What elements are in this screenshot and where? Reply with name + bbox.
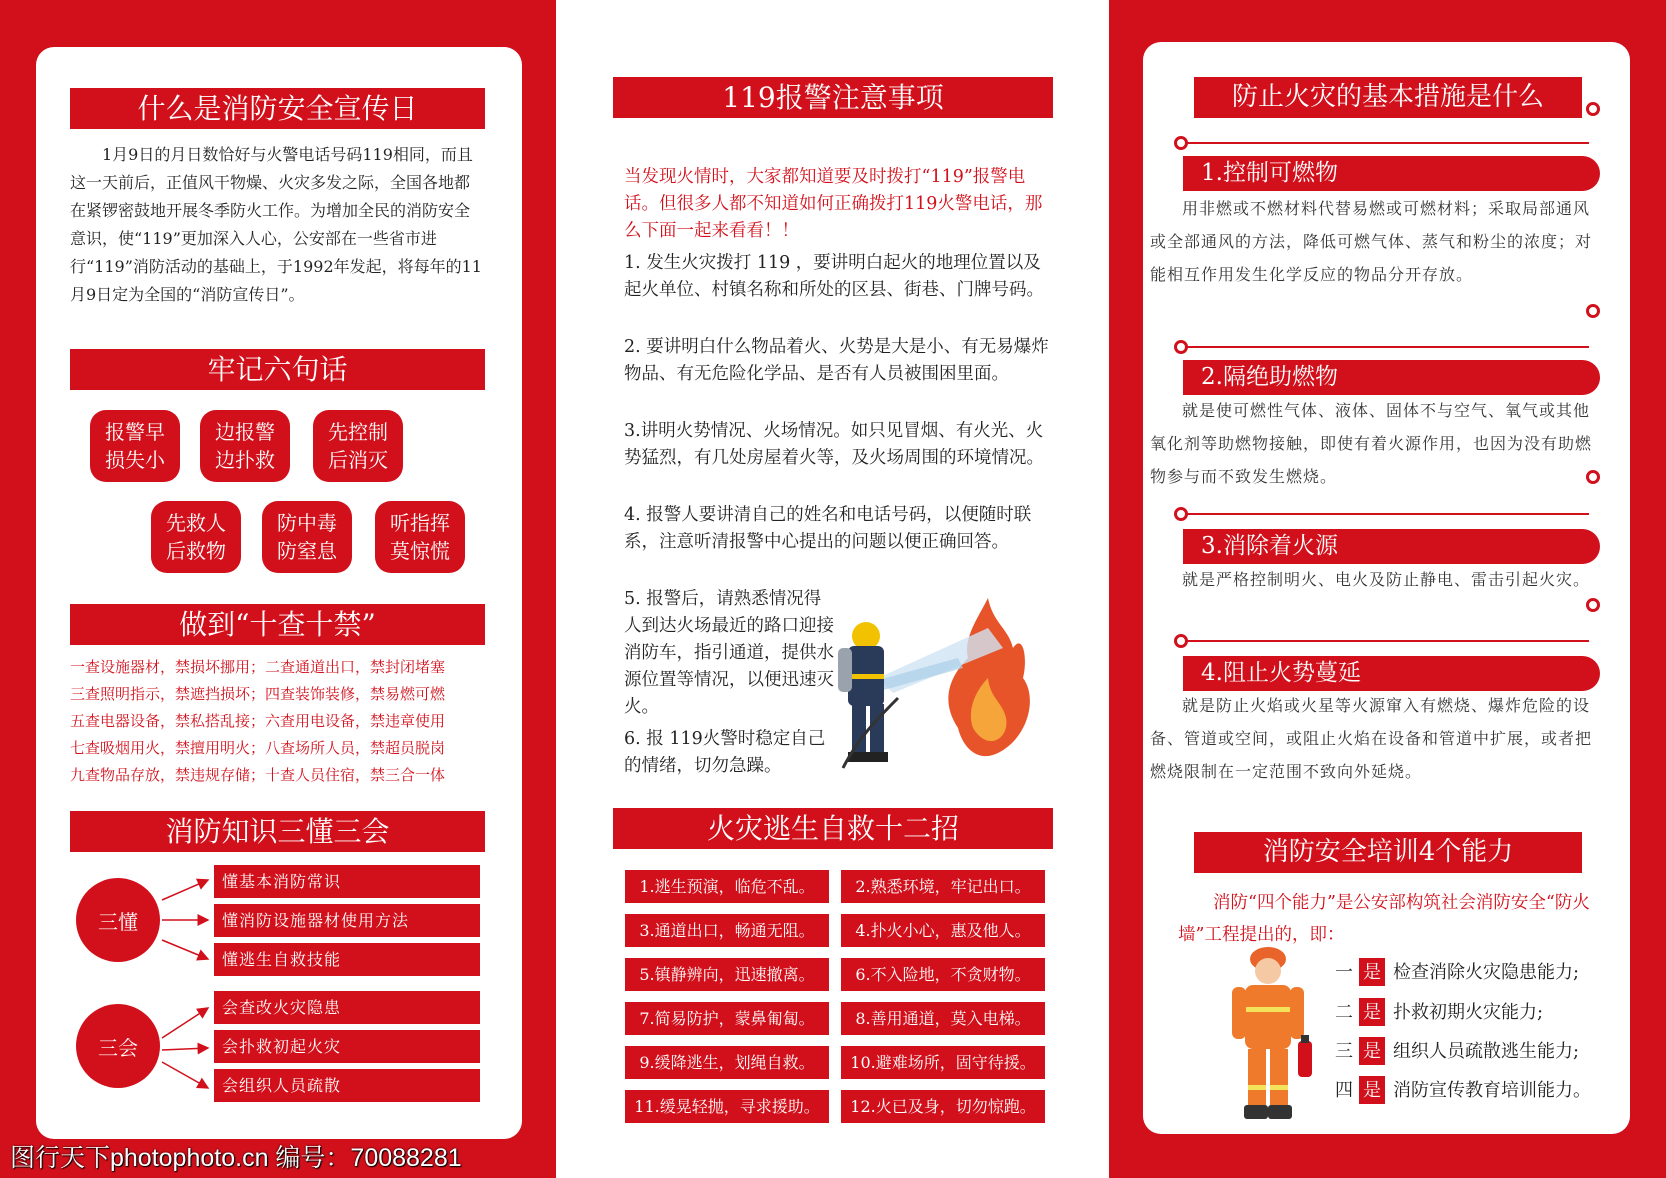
section-title-six-sentences: 牢记六句话 <box>70 349 485 390</box>
escape-tip: 7.简易防护，蒙鼻匍匐。 <box>625 1002 829 1035</box>
firefighter-illustration <box>1218 945 1318 1130</box>
escape-tip: 6.不入险地，不贪财物。 <box>841 958 1045 991</box>
measure-text: 就是防止火焰或火星等火源窜入有燃烧、爆炸危险的设备、管道或空间，或阻止火焰在设备和管道中扩展，或者把燃烧限制在一定范围不致向外延烧。 <box>1150 696 1593 781</box>
watermark: 图行天下photophoto.cn 编号：70088281 <box>10 1144 462 1172</box>
alarm-point: 6. 报 119火警时稳定自己的情绪，切勿急躁。 <box>624 729 826 776</box>
check-rule-line: 七查吸烟用火，禁擅用明火；八查场所人员，禁超员脱岗 <box>70 739 446 757</box>
measure-heading: 4.阻止火势蔓延 <box>1183 656 1600 691</box>
section-title-ten-checks: 做到“十查十禁” <box>70 604 485 645</box>
measure-text: 就是严格控制明火、电火及防止静电、雷击引起火灾。 <box>1182 570 1591 589</box>
alarm-intro: 当发现火情时，大家都知道要及时拨打“119”报警电话。但很多人都不知道如何正确拨打119火警电话，那么下面一起来看看！！ <box>624 167 1043 241</box>
slogan-pill: 听指挥 莫惊慌 <box>375 501 465 573</box>
measure-heading: 1.控制可燃物 <box>1183 156 1600 191</box>
measure-text: 就是使可燃性气体、液体、固体不与空气、氧气或其他氧化剂等助燃物接触，即使有着火源作用，也因为没有助燃物参与而不致发生燃烧。 <box>1150 401 1593 486</box>
ability-row: 二 是 扑救初期火灾能力; <box>1335 998 1543 1028</box>
can-item: 会查改火灾隐患 <box>214 991 480 1024</box>
slogan-pill: 先救人 后救物 <box>151 501 241 573</box>
decor-dot <box>1174 136 1188 150</box>
decor-dot <box>1174 634 1188 648</box>
propaganda-day-text: 1月9日的月日数恰好与火警电话号码119相同，而且这一天前后，正值风干物燥、火灾多发之际，全国各地都在紧锣密鼓地开展冬季防火工作。为增加全民的消防安全意识，使“119”更加深入人心，公安部在一些省市进行“119”消防活动的基础上，于1992年发起，将每年的11月9日定为全国的“消防宣传日”。 <box>70 145 482 304</box>
section-title-measures: 防止火灾的基本措施是什么 <box>1194 77 1582 118</box>
check-rule-line: 一查设施器材，禁损坏挪用；二查通道出口，禁封闭堵塞 <box>70 658 446 676</box>
section-title-escape: 火灾逃生自救十二招 <box>613 808 1053 849</box>
check-rule-line: 五查电器设备，禁私搭乱接；六查用电设备，禁违章使用 <box>70 712 446 730</box>
divider-line <box>1185 142 1589 144</box>
measure-text: 用非燃或不燃材料代替易燃或可燃材料；采取局部通风或全部通风的方法，降低可燃气体、蒸气和粉尘的浓度；对能相互作用发生化学反应的物品分开存放。 <box>1150 199 1593 284</box>
decor-dot <box>1586 102 1600 116</box>
alarm-point: 2. 要讲明白什么物品着火、火势是大是小、有无易爆炸物品、有无危险化学品、是否有人员被围困里面。 <box>624 337 1049 384</box>
alarm-point: 4. 报警人要讲清自己的姓名和电话号码，以便随时联系，注意听清报警中心提出的问题以便正确回答。 <box>624 505 1032 552</box>
divider-line <box>1185 513 1589 515</box>
section-title-abilities: 消防安全培训4个能力 <box>1194 832 1582 873</box>
escape-tip: 9.缓降逃生，划绳自救。 <box>625 1046 829 1079</box>
understand-item: 懂消防设施器材使用方法 <box>214 904 480 937</box>
three-understand-circle: 三懂 <box>76 878 160 962</box>
slogan-pill: 防中毒 防窒息 <box>262 501 352 573</box>
abilities-intro: 消防“四个能力”是公安部构筑社会消防安全“防火墙”工程提出的，即： <box>1178 893 1590 945</box>
can-item: 会扑救初起火灾 <box>214 1030 480 1063</box>
escape-tip: 11.缓晃轻抛，寻求援助。 <box>625 1090 829 1123</box>
decor-dot <box>1586 470 1600 484</box>
alarm-point: 5. 报警后，请熟悉情况得人到达火场最近的路口迎接消防车，指引通道，提供水源位置等情况，以便迅速灭火。 <box>624 589 834 717</box>
decor-dot <box>1586 304 1600 318</box>
ability-row: 一 是 检查消除火灾隐患能力; <box>1335 958 1579 988</box>
divider-line <box>1185 346 1589 348</box>
measure-heading: 3.消除着火源 <box>1183 529 1600 564</box>
section-title-119: 119报警注意事项 <box>613 77 1053 118</box>
escape-tip: 8.善用通道，莫入电梯。 <box>841 1002 1045 1035</box>
section-title-knowledge: 消防知识三懂三会 <box>70 811 485 852</box>
ability-row: 四 是 消防宣传教育培训能力。 <box>1335 1076 1591 1106</box>
decor-dot <box>1174 340 1188 354</box>
escape-tip: 3.通道出口，畅通无阻。 <box>625 914 829 947</box>
slogan-pill: 报警早 损失小 <box>90 410 180 482</box>
check-rule-line: 九查物品存放，禁违规存储；十查人员住宿，禁三合一体 <box>70 766 446 784</box>
can-item: 会组织人员疏散 <box>214 1069 480 1102</box>
escape-tip: 2.熟悉环境，牢记出口。 <box>841 870 1045 903</box>
alarm-point: 1. 发生火灾拨打 119 ，要讲明白起火的地理位置以及起火单位、村镇名称和所处的区县、街巷、门牌号码。 <box>624 253 1044 300</box>
slogan-pill: 先控制 后消灭 <box>313 410 403 482</box>
slogan-pill: 边报警 边扑救 <box>200 410 290 482</box>
escape-tip: 1.逃生预演，临危不乱。 <box>625 870 829 903</box>
understand-item: 懂基本消防常识 <box>214 865 480 898</box>
escape-tip: 10.避难场所，固守待援。 <box>841 1046 1045 1079</box>
understand-item: 懂逃生自救技能 <box>214 943 480 976</box>
decor-dot <box>1586 598 1600 612</box>
divider-line <box>1185 640 1589 642</box>
ability-row: 三 是 组织人员疏散逃生能力; <box>1335 1037 1579 1067</box>
escape-tip: 12.火已及身，切勿惊跑。 <box>841 1090 1045 1123</box>
section-title-propaganda-day: 什么是消防安全宣传日 <box>70 88 485 129</box>
decor-dot <box>1174 507 1188 521</box>
escape-tip: 5.镇静辨向，迅速撤离。 <box>625 958 829 991</box>
measure-heading: 2.隔绝助燃物 <box>1183 360 1600 395</box>
check-rule-line: 三查照明指示，禁遮挡损坏；四查装饰装修，禁易燃可燃 <box>70 685 446 703</box>
arrow-connectors <box>150 858 220 1118</box>
alarm-point: 3.讲明火势情况、火场情况。如只见冒烟、有火光、火势猛烈，有几处房屋着火等，及火场周围的环境情况。 <box>624 421 1044 468</box>
firefighter-hose-illustration <box>838 588 1048 778</box>
escape-tip: 4.扑火小心，惠及他人。 <box>841 914 1045 947</box>
three-can-circle: 三会 <box>76 1004 160 1088</box>
